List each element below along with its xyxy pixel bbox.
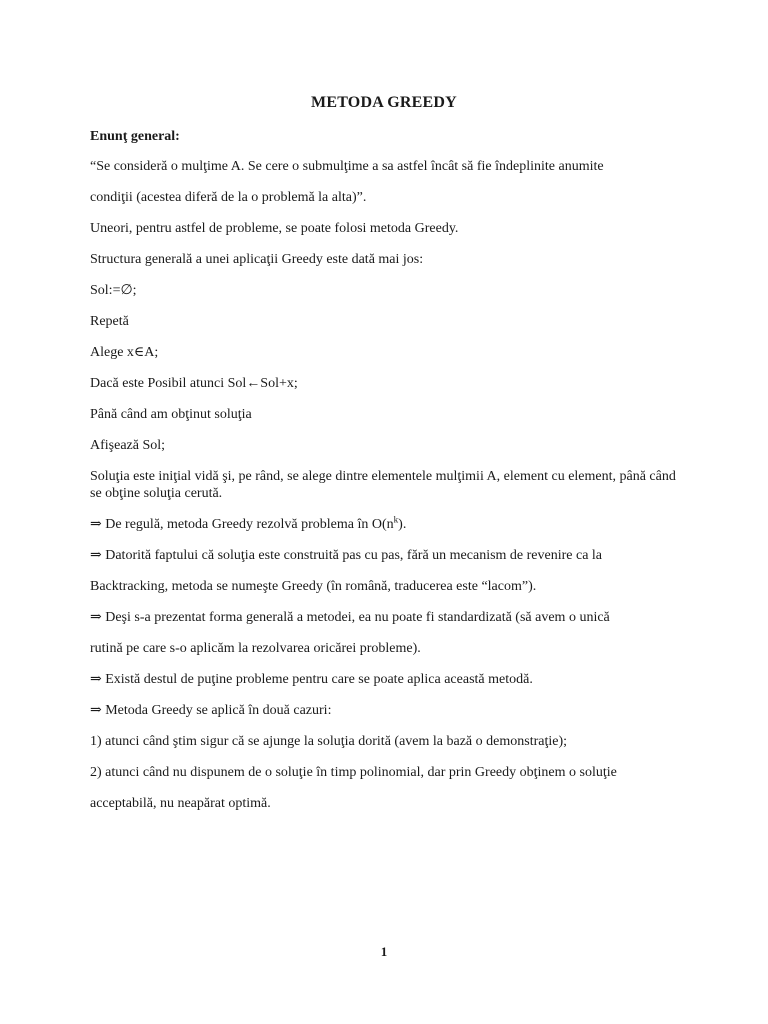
explanation-paragraph: Soluţia este iniţial vidă şi, pe rând, se alege dintre elementele mulţimii A, element cu element, până când se obţine soluţia cerută.	[90, 469, 676, 501]
quote-line-1: “Se consideră o mulţime A. Se cere o submulţime a sa astfel încât să fie îndeplinite anumite	[90, 159, 604, 174]
structure-intro: Structura generală a unei aplicaţii Greedy este dată mai jos:	[90, 252, 424, 267]
complexity-exponent: k	[393, 514, 399, 525]
complexity-line	[90, 516, 690, 533]
algorithm-line-6: Afişează Sol;	[90, 438, 166, 453]
case-2-line-1: 2) atunci când nu dispunem de o soluţie în timp polinomial, dar prin Greedy obţinem o soluţie	[90, 765, 617, 780]
name-origin-line-1: ⇒ Datorită faptului că soluţia este construită pas cu pas, fără un mecanism de revenire ca la	[90, 548, 603, 563]
document-title: METODA GREEDY	[311, 94, 457, 111]
case-2-line-2: acceptabilă, nu neapărat optimă.	[90, 796, 271, 811]
section-heading: Enunţ general:	[90, 129, 180, 144]
algorithm-line-2: Repetă	[90, 314, 129, 329]
name-origin-line-2: Backtracking, metoda se numeşte Greedy (în română, traducerea este “lacom”).	[90, 579, 537, 594]
standardization-line-2: rutină pe care s-o aplicăm la rezolvarea oricărei probleme).	[90, 641, 421, 656]
case-1-line: 1) atunci când ştim sigur că se ajunge la soluţia dorită (avem la bază o demonstraţie);	[90, 734, 567, 749]
complexity-suffix: ).	[398, 517, 407, 532]
standardization-line-1: ⇒ Deşi s-a prezentat forma generală a metodei, ea nu poate fi standardizată (să avem o unică	[90, 610, 610, 625]
quote-line-2: condiţii (acestea diferă de la o problemă la alta)”.	[90, 190, 367, 205]
algorithm-line-4: Dacă este Posibil atunci Sol←Sol+x;	[90, 376, 298, 391]
intro-paragraph: Uneori, pentru astfel de probleme, se poate folosi metoda Greedy.	[90, 221, 459, 236]
page-number: 1	[380, 944, 388, 959]
algorithm-line-5: Până când am obţinut soluţia	[90, 407, 252, 422]
complexity-prefix: ⇒ De regulă, metoda Greedy rezolvă problema în O(n	[90, 517, 394, 532]
algorithm-line-1: Sol:=∅;	[90, 283, 137, 298]
few-problems-line: ⇒ Există destul de puţine probleme pentru care se poate aplica această metodă.	[90, 672, 533, 687]
cases-intro-line: ⇒ Metoda Greedy se aplică în două cazuri:	[90, 703, 332, 718]
algorithm-line-3: Alege x∈A;	[90, 345, 159, 360]
